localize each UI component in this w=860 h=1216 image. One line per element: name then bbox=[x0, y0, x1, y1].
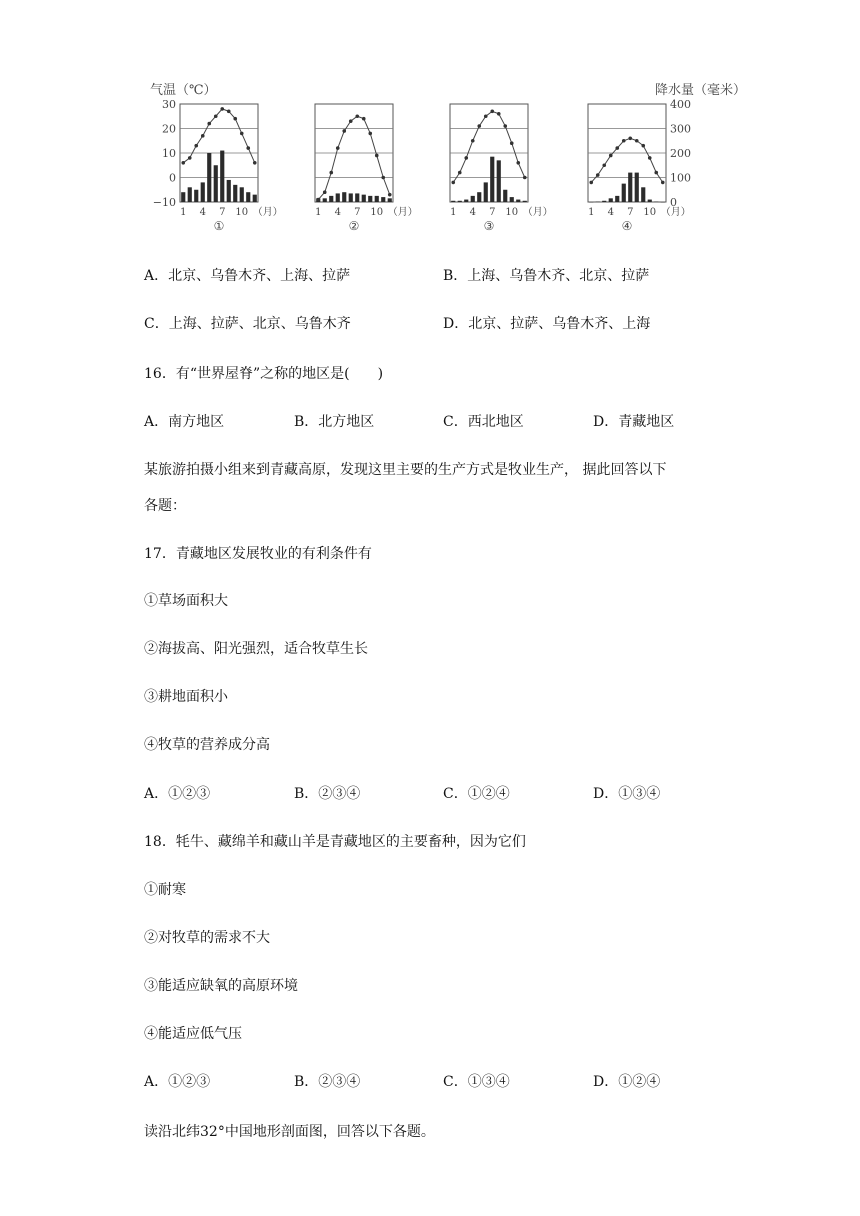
chart-number-label: ③ bbox=[483, 219, 495, 233]
precipitation-bar bbox=[458, 201, 462, 202]
temperature-line bbox=[453, 111, 525, 182]
temperature-point bbox=[615, 146, 619, 150]
temperature-tick-label: 10 bbox=[162, 147, 176, 160]
temperature-point bbox=[227, 110, 231, 114]
precipitation-bar bbox=[589, 202, 593, 203]
chart-number-label: ② bbox=[348, 219, 360, 233]
month-tick-label: 7 bbox=[489, 207, 496, 218]
precipitation-bar bbox=[181, 192, 185, 202]
temperature-point bbox=[214, 114, 218, 118]
temperature-point bbox=[181, 161, 185, 165]
temperature-point bbox=[516, 161, 520, 165]
temperature-point bbox=[323, 190, 327, 194]
precipitation-bar bbox=[477, 192, 481, 202]
precipitation-bar bbox=[628, 173, 632, 202]
month-unit-label: （月） bbox=[252, 207, 283, 218]
temperature-point bbox=[628, 137, 632, 141]
q17-option-c[interactable]: C．①②④ bbox=[443, 786, 510, 802]
precipitation-bar bbox=[368, 196, 372, 202]
month-tick-label: 7 bbox=[627, 207, 634, 218]
precipitation-tick-label: 0 bbox=[670, 196, 677, 209]
temperature-point bbox=[201, 134, 205, 138]
temperature-point bbox=[648, 156, 652, 160]
precipitation-bar bbox=[661, 202, 665, 203]
climate-chart-1 bbox=[153, 98, 283, 233]
precipitation-bar bbox=[602, 201, 606, 202]
q18-statement-1: ①耐寒 bbox=[144, 882, 186, 898]
precipitation-bar bbox=[375, 196, 379, 202]
chart-number-label: ④ bbox=[621, 219, 633, 233]
precipitation-bar bbox=[622, 184, 626, 202]
q18-option-d[interactable]: D．①②④ bbox=[593, 1074, 661, 1090]
precipitation-bar bbox=[388, 198, 392, 202]
temperature-point bbox=[523, 176, 527, 180]
month-tick-label: 4 bbox=[334, 207, 341, 218]
precipitation-bar bbox=[654, 202, 658, 203]
precipitation-bar bbox=[471, 196, 475, 202]
month-tick-label: 7 bbox=[354, 207, 361, 218]
temperature-point bbox=[497, 112, 501, 116]
climate-chart-2 bbox=[315, 104, 418, 233]
temperature-point bbox=[641, 144, 645, 148]
q18-statement-2: ②对牧草的需求不大 bbox=[144, 930, 270, 946]
precipitation-bar bbox=[246, 192, 250, 202]
precipitation-bar bbox=[214, 165, 218, 202]
temperature-point bbox=[388, 193, 392, 197]
month-tick-label: 1 bbox=[450, 207, 457, 218]
precipitation-bar bbox=[220, 151, 224, 202]
temperature-point bbox=[458, 171, 462, 175]
q17-option-b[interactable]: B．②③④ bbox=[294, 786, 361, 802]
q18-option-a[interactable]: A．①②③ bbox=[144, 1074, 211, 1090]
q16-option-b[interactable]: B．北方地区 bbox=[294, 414, 375, 430]
temperature-point bbox=[188, 156, 192, 160]
precipitation-bar bbox=[188, 187, 192, 202]
temperature-point bbox=[503, 124, 507, 128]
precipitation-bar bbox=[362, 195, 366, 202]
precipitation-bar bbox=[648, 200, 652, 202]
precipitation-bar bbox=[349, 193, 353, 202]
passage-line-2: 各题： bbox=[144, 498, 186, 514]
temperature-point bbox=[194, 144, 198, 148]
temperature-point bbox=[510, 141, 514, 145]
temperature-point bbox=[602, 163, 606, 167]
charts-layer bbox=[153, 98, 691, 233]
q17-statement-1: ①草场面积大 bbox=[144, 593, 228, 609]
temperature-point bbox=[342, 129, 346, 133]
temperature-point bbox=[451, 181, 455, 185]
temperature-point bbox=[635, 139, 639, 143]
precipitation-tick-label: 300 bbox=[670, 122, 691, 136]
temperature-point bbox=[336, 146, 340, 150]
q18-option-b[interactable]: B．②③④ bbox=[294, 1074, 361, 1090]
climate-chart-3 bbox=[450, 104, 553, 233]
month-tick-label: 1 bbox=[180, 207, 187, 218]
temperature-point bbox=[609, 154, 613, 158]
precipitation-bar bbox=[194, 190, 198, 202]
month-tick-label: 4 bbox=[199, 207, 206, 218]
temperature-tick-label: 20 bbox=[162, 122, 176, 136]
q17-statement-3: ③耕地面积小 bbox=[144, 689, 228, 705]
temperature-point bbox=[654, 171, 658, 175]
q18-statement-4: ④能适应低气压 bbox=[144, 1026, 242, 1042]
month-tick-label: 1 bbox=[588, 207, 595, 218]
chart-number-label: ① bbox=[213, 219, 225, 233]
precipitation-bar bbox=[503, 190, 507, 202]
month-tick-label: 10 bbox=[643, 207, 657, 218]
right-axis-label: 降水量（毫米） bbox=[655, 83, 747, 98]
precipitation-bar bbox=[201, 182, 205, 202]
precipitation-bar bbox=[641, 187, 645, 202]
precipitation-bar bbox=[227, 180, 231, 202]
precipitation-bar bbox=[336, 193, 340, 202]
month-tick-label: 7 bbox=[219, 207, 226, 218]
month-tick-label: 4 bbox=[469, 207, 476, 218]
q16-option-a[interactable]: A．南方地区 bbox=[144, 414, 225, 430]
precipitation-bar bbox=[615, 196, 619, 202]
precipitation-bar bbox=[323, 198, 327, 202]
precipitation-bar bbox=[609, 198, 613, 202]
precipitation-bar bbox=[523, 201, 527, 202]
q18-statement-3: ③能适应缺氧的高原环境 bbox=[144, 978, 298, 994]
temperature-point bbox=[381, 176, 385, 180]
month-tick-label: 10 bbox=[505, 207, 519, 218]
q17-option-d[interactable]: D．①③④ bbox=[593, 786, 661, 802]
passage-line-1: 某旅游拍摄小组来到青藏高原，发现这里主要的生产方式是牧业生产， 据此回答以下 bbox=[144, 462, 667, 478]
q15-option-b[interactable]: B．上海、乌鲁木齐、北京、拉萨 bbox=[443, 268, 650, 284]
temperature-point bbox=[220, 107, 224, 111]
q15-option-c[interactable]: C．上海、拉萨、北京、乌鲁木齐 bbox=[144, 316, 351, 332]
precipitation-bar bbox=[240, 187, 244, 202]
precipitation-bar bbox=[355, 193, 359, 202]
month-tick-label: 4 bbox=[607, 207, 614, 218]
temperature-point bbox=[253, 161, 257, 165]
climate-chart-4 bbox=[588, 98, 691, 233]
temperature-point bbox=[589, 181, 593, 185]
temperature-point bbox=[246, 146, 250, 150]
temperature-point bbox=[207, 122, 211, 126]
closing-instruction: 读沿北纬32°中国地形剖面图，回答以下各题。 bbox=[144, 1124, 435, 1140]
precipitation-bar bbox=[497, 160, 501, 202]
temperature-point bbox=[477, 124, 481, 128]
month-unit-label: （月） bbox=[660, 207, 691, 218]
precipitation-bar bbox=[329, 196, 333, 202]
precipitation-bar bbox=[516, 200, 520, 202]
precipitation-bar bbox=[381, 197, 385, 202]
month-unit-label: （月） bbox=[387, 207, 418, 218]
q17-statement-4: ④牧草的营养成分高 bbox=[144, 737, 270, 753]
temperature-point bbox=[375, 154, 379, 158]
q18-stem: 18．牦牛、藏绵羊和藏山羊是青藏地区的主要畜种，因为它们 bbox=[144, 834, 526, 850]
temperature-point bbox=[471, 139, 475, 143]
temperature-tick-label: −10 bbox=[152, 196, 176, 209]
q18-option-c[interactable]: C．①③④ bbox=[443, 1074, 510, 1090]
temperature-point bbox=[362, 117, 366, 121]
temperature-point bbox=[349, 119, 353, 123]
precipitation-bar bbox=[451, 201, 455, 202]
q15-option-a[interactable]: A．北京、乌鲁木齐、上海、拉萨 bbox=[144, 268, 351, 284]
precipitation-bar bbox=[510, 197, 514, 202]
precipitation-bar bbox=[253, 195, 257, 202]
temperature-line bbox=[183, 109, 255, 163]
precipitation-bar bbox=[490, 157, 494, 202]
temperature-point bbox=[484, 114, 488, 118]
climate-charts-figure bbox=[0, 0, 860, 250]
temperature-point bbox=[233, 117, 237, 121]
temperature-point bbox=[368, 132, 372, 136]
q16-option-c[interactable]: C．西北地区 bbox=[443, 414, 524, 430]
precipitation-tick-label: 200 bbox=[670, 147, 691, 160]
temperature-point bbox=[240, 132, 244, 136]
month-tick-label: 10 bbox=[235, 207, 249, 218]
q15-option-d[interactable]: D．北京、拉萨、乌鲁木齐、上海 bbox=[443, 316, 651, 332]
precipitation-bar bbox=[342, 192, 346, 202]
temperature-point bbox=[355, 114, 359, 118]
q16-stem: 16．有“世界屋脊”之称的地区是( ) bbox=[144, 366, 384, 382]
temperature-point bbox=[329, 171, 333, 175]
precipitation-bar bbox=[464, 200, 468, 202]
precipitation-tick-label: 400 bbox=[670, 98, 691, 111]
q17-statement-2: ②海拔高、阳光强烈，适合牧草生长 bbox=[144, 641, 368, 657]
temperature-point bbox=[464, 156, 468, 160]
temperature-point bbox=[661, 181, 665, 185]
temperature-point bbox=[490, 110, 494, 114]
month-unit-label: （月） bbox=[522, 207, 553, 218]
temperature-tick-label: 30 bbox=[162, 98, 176, 111]
precipitation-bar bbox=[484, 182, 488, 202]
q17-stem: 17．青藏地区发展牧业的有利条件有 bbox=[144, 546, 372, 562]
precipitation-bar bbox=[635, 173, 639, 202]
precipitation-bar bbox=[596, 202, 600, 203]
precipitation-bar bbox=[207, 153, 211, 202]
left-axis-label: 气温（℃） bbox=[150, 83, 217, 98]
month-tick-label: 10 bbox=[370, 207, 384, 218]
temperature-point bbox=[596, 173, 600, 177]
month-tick-label: 1 bbox=[315, 207, 322, 218]
temperature-tick-label: 0 bbox=[169, 171, 176, 185]
temperature-point bbox=[316, 198, 320, 202]
q17-option-a[interactable]: A．①②③ bbox=[144, 786, 211, 802]
precipitation-bar bbox=[233, 185, 237, 202]
temperature-line bbox=[591, 138, 663, 182]
precipitation-tick-label: 100 bbox=[670, 171, 691, 185]
q16-option-d[interactable]: D．青藏地区 bbox=[593, 414, 675, 430]
temperature-point bbox=[622, 139, 626, 143]
